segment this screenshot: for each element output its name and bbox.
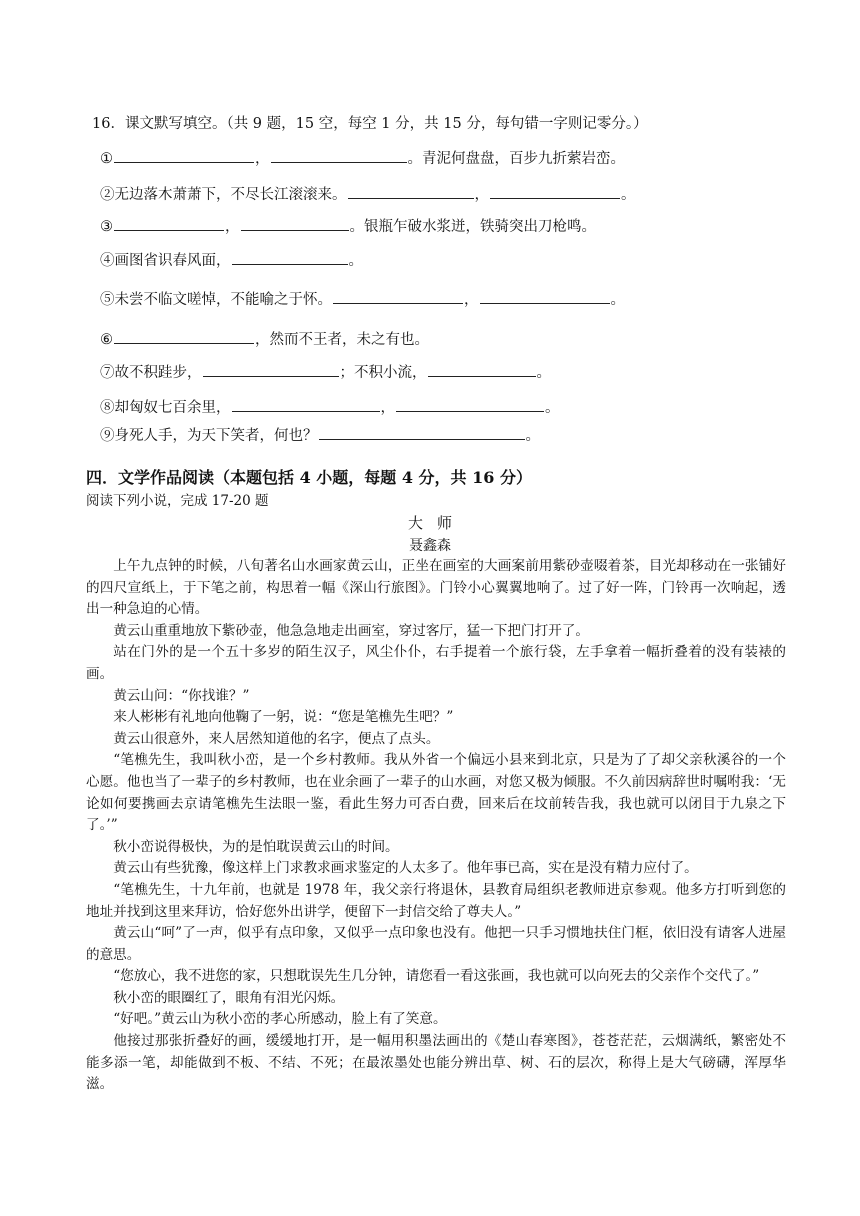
item-text: ① xyxy=(100,151,113,167)
question-16-title: 16．课文默写填空。（共 9 题，15 空，每空 1 分，共 15 分，每句错一字则记零分。） xyxy=(92,116,648,132)
paragraph: 黄云山“呵”了一声，似乎有点印象，又似乎一点印象也没有。他把一只手习惯地扶住门框，依旧没有请客人进屋的意思。 xyxy=(86,925,786,963)
item-text: ⑥ xyxy=(100,332,113,348)
story-author: 聂鑫森 xyxy=(409,538,451,554)
paragraph: 上午九点钟的时候，八旬著名山水画家黄云山，正坐在画室的大画案前用紫砂壶啜着茶，目光却移动在一张铺好的四尺宣纸上，于下笔之前，构思着一幅《深山行旅图》。门铃小心翼翼地响了。过了好一阵，门铃再一次响起，透出一种急迫的心情。 xyxy=(86,558,786,618)
answer-blank[interactable] xyxy=(203,362,339,377)
reading-instruction: 阅读下列小说，完成 17-20 题 xyxy=(86,493,269,509)
item-text: 。 xyxy=(545,400,560,416)
answer-blank[interactable] xyxy=(480,289,610,304)
paragraph: 黄云山很意外，来人居然知道他的名字，便点了点头。 xyxy=(113,730,440,747)
item-text: 。青泥何盘盘，百步九折萦岩峦。 xyxy=(407,151,625,167)
item-text: 。 xyxy=(525,428,540,444)
item-text: 。银瓶乍破水浆迸，铁骑突出刀枪鸣。 xyxy=(349,219,596,235)
item-text: ， xyxy=(474,187,489,203)
item-text: 。 xyxy=(348,253,363,269)
item-text: 。 xyxy=(610,292,625,308)
item-text: ，然而不王者，未之有也。 xyxy=(255,332,429,348)
fill-blank-item-7 xyxy=(100,361,551,382)
story-title: 大师 xyxy=(407,514,466,532)
story-body xyxy=(86,556,786,1096)
item-text: ④画图省识春风面， xyxy=(100,253,231,269)
item-text: ， xyxy=(255,151,270,167)
item-text: ， xyxy=(225,219,240,235)
answer-blank[interactable] xyxy=(348,184,474,199)
answer-blank[interactable] xyxy=(396,397,544,412)
item-text: ③ xyxy=(100,219,113,235)
paragraph: 他接过那张折叠好的画，缓缓地打开，是一幅用积墨法画出的《楚山春寒图》，苍苍茫茫，云烟满纸，繁密处不能多添一笔，却能做到不板、不结、不死；在最浓墨处也能分辨出草、树、石的层次，称得上是大气磅礴，浑厚华滋。 xyxy=(86,1033,786,1093)
paragraph: “笔樵先生，十九年前，也就是 1978 年，我父亲行将退休，县教育局组织老教师进京参观。他多方打听到您的地址并找到这里来拜访，恰好您外出讲学，便留下一封信交给了尊夫人。” xyxy=(86,881,786,920)
item-text: 。 xyxy=(536,365,551,381)
paragraph: “您放心，我不进您的家，只想耽误先生几分钟，请您看一看这张画，我也就可以向死去的父亲作个交代了。” xyxy=(113,968,760,985)
answer-blank[interactable] xyxy=(114,148,254,163)
answer-blank[interactable] xyxy=(271,148,407,163)
answer-blank[interactable] xyxy=(241,216,349,231)
answer-blank[interactable] xyxy=(114,329,254,344)
fill-blank-item-9 xyxy=(100,424,540,445)
paragraph: “笔樵先生，我叫秋小峦，是一个乡村教师。我从外省一个偏远小县来到北京，只是为了了却父亲秋溪谷的一个心愿。他也当了一辈子的乡村教师，也在业余画了一辈子的山水画，对您又极为倾服。不久前因病辞世时嘱咐我：‘无论如何要携画去京请笔樵先生法眼一鉴，看此生努力可否白费，回来后在坟前转告我，我也就可以闭目于九泉之下了。’” xyxy=(86,752,786,834)
fill-blank-item-1 xyxy=(100,147,625,168)
fill-blank-item-4 xyxy=(100,249,363,270)
item-text: ⑤未尝不临文嗟悼，不能喻之于怀。 xyxy=(100,292,332,308)
fill-blank-item-3 xyxy=(100,215,596,236)
answer-blank[interactable] xyxy=(232,250,348,265)
section-4-title: 四．文学作品阅读（本题包括 4 小题，每题 4 分，共 16 分） xyxy=(86,468,532,487)
paragraph: 来人彬彬有礼地向他鞠了一躬，说：“您是笔樵先生吧？” xyxy=(113,709,454,726)
item-text: ⑧却匈奴七百余里， xyxy=(100,400,231,416)
item-text: ， xyxy=(464,292,479,308)
paragraph: 黄云山有些犹豫，像这样上门求教求画求鉴定的人太多了。他年事已高，实在是没有精力应付了。 xyxy=(113,860,698,877)
paragraph: 秋小峦说得极快，为的是怕耽误黄云山的时间。 xyxy=(113,838,399,855)
item-text: ②无边落木萧萧下，不尽长江滚滚来。 xyxy=(100,187,347,203)
fill-blank-item-2 xyxy=(100,183,636,204)
answer-blank[interactable] xyxy=(232,397,380,412)
item-text: ⑦故不积跬步， xyxy=(100,365,202,381)
paragraph: 黄云山问：“你找谁？” xyxy=(113,687,250,704)
paragraph: 黄云山重重地放下紫砂壶，他急急地走出画室，穿过客厅，猛一下把门打开了。 xyxy=(113,622,589,639)
item-text: 。 xyxy=(621,187,636,203)
fill-blank-item-6 xyxy=(100,328,429,349)
item-text: ⑨身死人手，为天下笑者，何也？ xyxy=(100,428,318,444)
item-text: ， xyxy=(380,400,395,416)
answer-blank[interactable] xyxy=(114,216,224,231)
answer-blank[interactable] xyxy=(490,184,620,199)
fill-blank-item-8 xyxy=(100,396,560,417)
answer-blank[interactable] xyxy=(333,289,463,304)
answer-blank[interactable] xyxy=(319,425,525,440)
paragraph: 站在门外的是一个五十多岁的陌生汉子，风尘仆仆，右手提着一个旅行袋，左手拿着一幅折叠着的没有装裱的画。 xyxy=(86,644,786,682)
answer-blank[interactable] xyxy=(428,362,536,377)
fill-blank-item-5 xyxy=(100,288,625,309)
paragraph: 秋小峦的眼圈红了，眼角有泪光闪烁。 xyxy=(113,989,345,1006)
item-text: ；不积小流， xyxy=(339,365,427,381)
paragraph: “好吧。”黄云山为秋小峦的孝心所感动，脸上有了笑意。 xyxy=(113,1011,447,1028)
